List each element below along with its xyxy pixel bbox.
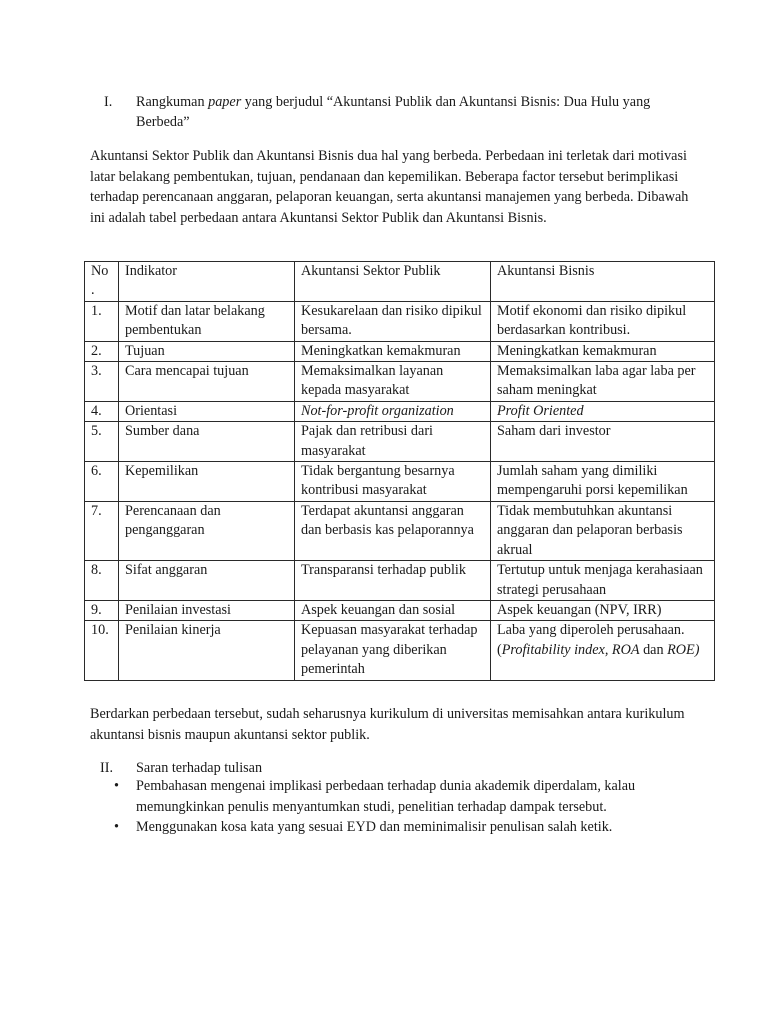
and-word: dan xyxy=(639,641,668,658)
cell-bisnis: Aspek keuangan (NPV, IRR) xyxy=(491,600,715,620)
cell-bisnis: Tidak membutuhkan akuntansi anggaran dan pelaporan berbasis akrual xyxy=(491,501,715,560)
cell-indikator: Sumber dana xyxy=(119,422,295,462)
cell-publik: Terdapat akuntansi anggaran dan berbasis kas pelaporannya xyxy=(295,501,491,560)
table-row xyxy=(85,301,715,341)
table-row xyxy=(85,462,715,502)
cell-bisnis: Memaksimalkan laba agar laba per saham meningkat xyxy=(491,362,715,402)
header-bisnis: Akuntansi Bisnis xyxy=(491,262,715,302)
suggestion-list xyxy=(112,776,672,838)
table-row xyxy=(85,600,715,620)
cell-bisnis: Jumlah saham yang dimiliki mempengaruhi porsi kepemilikan xyxy=(491,462,715,502)
header-publik: Akuntansi Sektor Publik xyxy=(295,262,491,302)
cell-indikator: Penilaian investasi xyxy=(119,600,295,620)
italic-metrics-1: Profitability index, ROA xyxy=(501,641,640,658)
title-suffix: yang berjudul “Akuntansi Publik dan Akuntansi Bisnis: Dua Hulu yang Berbeda” xyxy=(136,94,651,130)
table-row xyxy=(85,501,715,560)
cell-indikator: Tujuan xyxy=(119,341,295,361)
cell-publik: Not-for-profit organization xyxy=(295,401,491,421)
section-1-title xyxy=(136,92,676,132)
cell-indikator: Penilaian kinerja xyxy=(119,621,295,680)
bullet-icon: • xyxy=(114,778,119,794)
cell-no: 4. xyxy=(85,401,119,421)
table-row xyxy=(85,362,715,402)
cell-publik: Pajak dan retribusi dari masyarakat xyxy=(295,422,491,462)
cell-publik: Memaksimalkan layanan kepada masyarakat xyxy=(295,362,491,402)
cell-publik: Meningkatkan kemakmuran xyxy=(295,341,491,361)
cell-bisnis: Motif ekonomi dan risiko dipikul berdasarkan kontribusi. xyxy=(491,301,715,341)
cell-indikator: Cara mencapai tujuan xyxy=(119,362,295,402)
title-italic-word: paper xyxy=(208,94,242,110)
list-item xyxy=(112,817,672,838)
cell-no: 10. xyxy=(85,621,119,680)
table-row xyxy=(85,621,715,680)
cell-publik: Transparansi terhadap publik xyxy=(295,561,491,601)
section-2-title: Saran terhadap tulisan xyxy=(136,760,263,776)
list-item-text: Pembahasan mengenai implikasi perbedaan terhadap dunia akademik diperdalam, kalau memungkinkan penulis menyantumkan studi, penelitian terhadap dampak tersebut. xyxy=(136,778,636,815)
table-header-row xyxy=(85,262,715,302)
cell-no: 5. xyxy=(85,422,119,462)
cell-publik: Kepuasan masyarakat terhadap pelayanan yang diberikan pemerintah xyxy=(295,621,491,680)
cell-bisnis: Tertutup untuk menjaga kerahasiaan strategi perusahaan xyxy=(491,561,715,601)
cell-indikator: Kepemilikan xyxy=(119,462,295,502)
cell-indikator: Perencanaan dan penganggaran xyxy=(119,501,295,560)
bisnis-line-1: Laba yang diperoleh perusahaan. xyxy=(497,622,685,639)
table-row xyxy=(85,561,715,601)
cell-no: 8. xyxy=(85,561,119,601)
comparison-table xyxy=(84,261,715,681)
table-row xyxy=(85,422,715,462)
cell-indikator: Motif dan latar belakang pembentukan xyxy=(119,301,295,341)
cell-publik: Aspek keuangan dan sosial xyxy=(295,600,491,620)
table-row xyxy=(85,401,715,421)
cell-publik: Tidak bergantung besarnya kontribusi masyarakat xyxy=(295,462,491,502)
intro-paragraph: Akuntansi Sektor Publik dan Akuntansi Bisnis dua hal yang berbeda. Perbedaan ini terletak dari motivasi latar belakang pembentukan, tujuan, pendanaan dan kepemilikan. Beberapa factor tersebut berimplikasi terhadap perencanaan anggaran, pelaporan keuangan, serta akuntansi manajemen yang berbeda. Dibawah ini adalah tabel perbedaan antara Akuntansi Sektor Publik dan Akuntansi Bisnis. xyxy=(90,148,689,226)
cell-publik: Kesukarelaan dan risiko dipikul bersama. xyxy=(295,301,491,341)
conclusion-paragraph: Berdarkan perbedaan tersebut, sudah seharusnya kurikulum di universitas memisahkan antara kurikulum akuntansi bisnis maupun akuntansi sektor publik. xyxy=(90,706,685,743)
cell-bisnis: Profit Oriented xyxy=(491,401,715,421)
bullet-icon: • xyxy=(114,819,119,835)
cell-no: 9. xyxy=(85,600,119,620)
italic-metrics-2: ROE) xyxy=(667,641,700,658)
table-row xyxy=(85,341,715,361)
list-item xyxy=(112,776,672,817)
paren-open: ( xyxy=(497,641,502,658)
cell-indikator: Orientasi xyxy=(119,401,295,421)
section-1-numeral: I. xyxy=(104,94,113,110)
cell-no: 6. xyxy=(85,462,119,502)
cell-no: 3. xyxy=(85,362,119,402)
cell-indikator: Sifat anggaran xyxy=(119,561,295,601)
header-no: No . xyxy=(85,262,119,302)
cell-bisnis xyxy=(491,621,715,680)
cell-bisnis: Saham dari investor xyxy=(491,422,715,462)
title-prefix: Rangkuman xyxy=(136,94,209,110)
cell-no: 7. xyxy=(85,501,119,560)
list-item-text: Menggunakan kosa kata yang sesuai EYD dan meminimalisir penulisan salah ketik. xyxy=(136,819,613,835)
cell-no: 1. xyxy=(85,301,119,341)
header-indikator: Indikator xyxy=(119,262,295,302)
section-2-numeral: II. xyxy=(100,760,113,776)
cell-bisnis: Meningkatkan kemakmuran xyxy=(491,341,715,361)
cell-no: 2. xyxy=(85,341,119,361)
